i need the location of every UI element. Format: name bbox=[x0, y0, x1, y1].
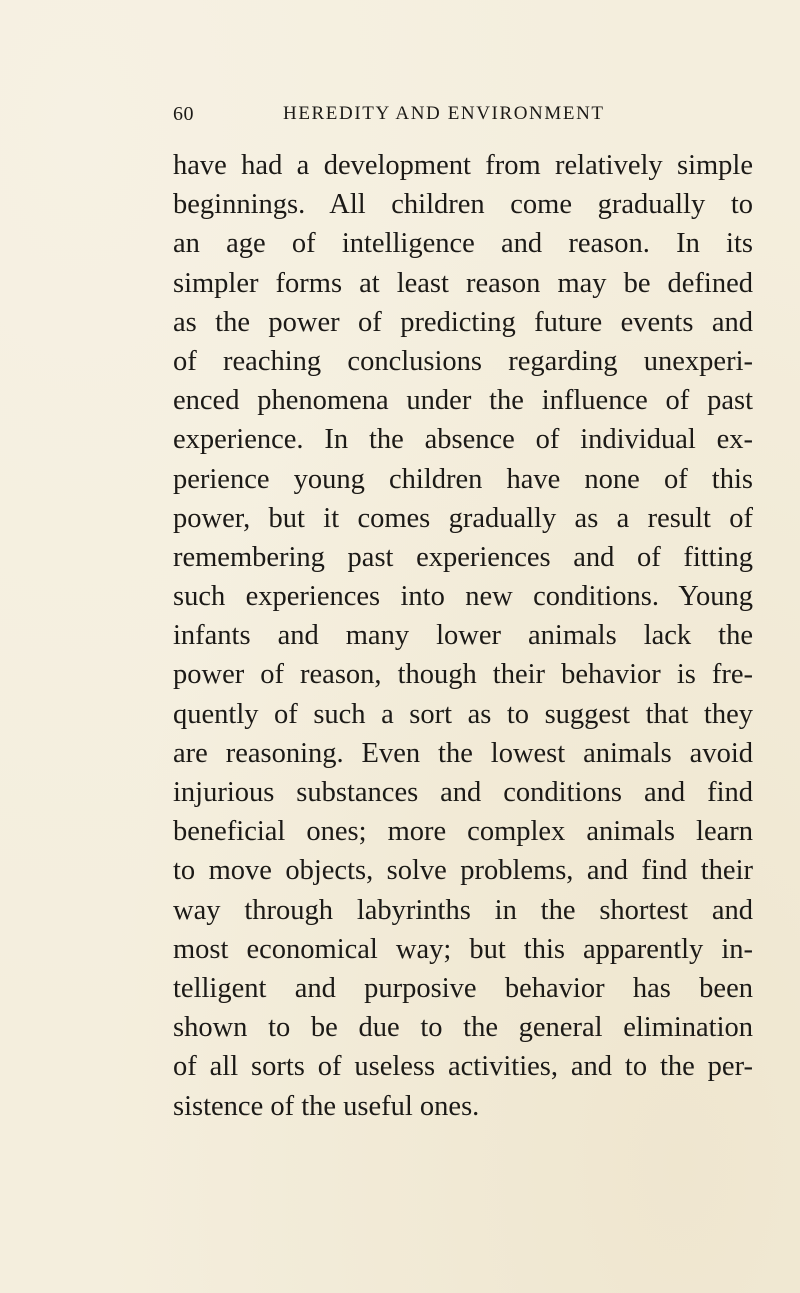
running-title: HEREDITY AND ENVIRONMENT bbox=[283, 103, 605, 124]
text-line: power of reason, though their behavior is fre- bbox=[173, 659, 753, 691]
text-line: injurious substances and conditions and find bbox=[173, 777, 753, 808]
text-line: quently of such a sort as to suggest that they bbox=[173, 698, 753, 730]
text-line: to move objects, solve problems, and find their bbox=[173, 855, 753, 887]
running-head bbox=[173, 103, 755, 133]
body-paragraph bbox=[173, 146, 753, 1126]
text-line: have had a development from relatively simple bbox=[173, 150, 753, 181]
text-line: sistence of the useful ones. bbox=[173, 1090, 480, 1122]
text-line: of reaching conclusions regarding unexperi- bbox=[173, 345, 753, 377]
text-line: power, but it comes gradually as a result of bbox=[173, 502, 753, 534]
page-number: 60 bbox=[173, 103, 194, 125]
text-line: of all sorts of useless activities, and to the per- bbox=[173, 1051, 753, 1083]
text-line: enced phenomena under the influence of past bbox=[173, 385, 753, 417]
text-line: beneficial ones; more complex animals learn bbox=[173, 816, 753, 848]
text-line: are reasoning. Even the lowest animals avoid bbox=[173, 737, 753, 769]
text-line: simpler forms at least reason may be defined bbox=[173, 267, 753, 299]
text-line: as the power of predicting future events and bbox=[173, 306, 753, 338]
text-line: infants and many lower animals lack the bbox=[173, 620, 753, 652]
text-line: most economical way; but this apparently in- bbox=[173, 933, 753, 965]
text-line: shown to be due to the general elimination bbox=[173, 1012, 753, 1044]
text-line: telligent and purposive behavior has been bbox=[173, 972, 753, 1004]
text-line: remembering past experiences and of fitting bbox=[173, 541, 753, 573]
text-line: beginnings. All children come gradually to bbox=[173, 189, 753, 221]
text-line: experience. In the absence of individual ex- bbox=[173, 424, 753, 456]
text-line: way through labyrinths in the shortest and bbox=[173, 894, 753, 926]
text-line: perience young children have none of this bbox=[173, 463, 753, 495]
text-line: such experiences into new conditions. Young bbox=[173, 581, 753, 613]
text-line: an age of intelligence and reason. In its bbox=[173, 228, 753, 260]
